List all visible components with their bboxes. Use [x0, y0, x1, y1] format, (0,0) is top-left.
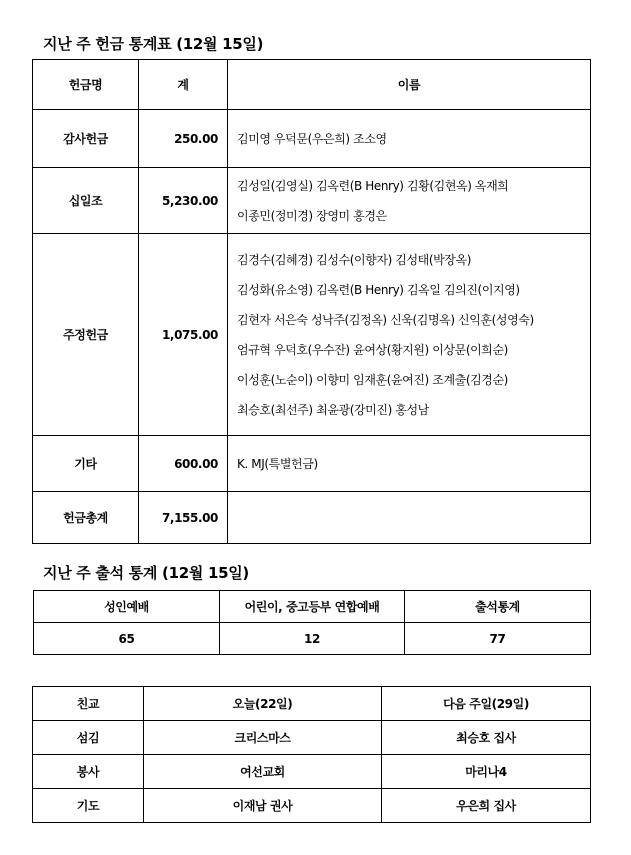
offering-row-names	[228, 436, 591, 492]
offering-row-amount: 600.00	[139, 436, 228, 492]
attendance-header-youth: 어린이, 중고등부 연합예배	[220, 591, 405, 623]
name-line: 김미영 우덕문(우은희) 조소영	[237, 131, 387, 146]
schedule-today: 크리스마스	[144, 721, 382, 755]
offering-table	[32, 59, 591, 544]
schedule-row	[33, 721, 591, 755]
offering-row-total	[33, 492, 591, 544]
attendance-adult-count: 65	[34, 623, 220, 655]
schedule-table	[32, 686, 591, 823]
schedule-row	[33, 687, 591, 721]
offering-row-names	[228, 168, 591, 234]
offering-row-name: 헌금총계	[33, 492, 139, 544]
header-offering-name: 헌금명	[33, 60, 139, 110]
offering-row-weekly	[33, 234, 591, 436]
offering-row-amount: 250.00	[139, 110, 228, 168]
schedule-role: 봉사	[33, 755, 144, 789]
schedule-role: 섬김	[33, 721, 144, 755]
attendance-header-total: 출석통계	[405, 591, 591, 623]
offering-header-row	[33, 60, 591, 110]
attendance-table	[33, 590, 591, 655]
schedule-row	[33, 789, 591, 823]
schedule-header-next: 다음 주일(29일)	[382, 687, 591, 721]
name-line: 김성화(유소영) 김옥련(B Henry) 김옥일 김의진(이지영)	[237, 282, 520, 297]
offering-row-names	[228, 110, 591, 168]
name-line: 김현자 서은숙 성낙주(김정옥) 신욱(김명옥) 신익훈(성영숙)	[237, 312, 534, 327]
offering-row-tithe	[33, 168, 591, 234]
schedule-role: 기도	[33, 789, 144, 823]
offering-row-other	[33, 436, 591, 492]
name-line: 최승호(최선주) 최윤광(강미진) 홍성남	[237, 402, 429, 417]
schedule-next: 우은희 집사	[382, 789, 591, 823]
name-line: 이종민(정미경) 장영미 홍경은	[237, 208, 387, 223]
offering-row-amount: 7,155.00	[139, 492, 228, 544]
offering-title: 지난 주 헌금 통계표 (12월 15일)	[43, 35, 264, 53]
schedule-role: 친교	[33, 687, 144, 721]
offering-row-thanks	[33, 110, 591, 168]
schedule-row	[33, 755, 591, 789]
offering-row-amount: 5,230.00	[139, 168, 228, 234]
name-line: 김경수(김혜경) 김성수(이향자) 김성태(박장옥)	[237, 252, 471, 267]
schedule-next: 마리나4	[382, 755, 591, 789]
name-line: K. MJ(특별헌금)	[237, 456, 318, 471]
attendance-value-row	[34, 623, 591, 655]
header-names: 이름	[228, 60, 591, 110]
offering-row-name: 십일조	[33, 168, 139, 234]
offering-row-name: 감사헌금	[33, 110, 139, 168]
attendance-total-count: 77	[405, 623, 591, 655]
name-line: 이성훈(노순이) 이향미 임재훈(윤여진) 조계출(김경순)	[237, 372, 508, 387]
name-line: 엄규혁 우덕호(우수잔) 윤여상(황지원) 이상문(이희순)	[237, 342, 508, 357]
attendance-header-row	[34, 591, 591, 623]
header-total: 계	[139, 60, 228, 110]
schedule-today: 이재남 권사	[144, 789, 382, 823]
attendance-title: 지난 주 출석 통계 (12월 15일)	[43, 564, 249, 582]
offering-row-names	[228, 234, 591, 436]
attendance-youth-count: 12	[220, 623, 405, 655]
offering-row-name: 기타	[33, 436, 139, 492]
schedule-next: 최승호 집사	[382, 721, 591, 755]
attendance-header-adult: 성인예배	[34, 591, 220, 623]
name-line: 김성일(김영실) 김옥련(B Henry) 김황(김현옥) 옥재희	[237, 178, 509, 193]
offering-row-name: 주정헌금	[33, 234, 139, 436]
offering-row-amount: 1,075.00	[139, 234, 228, 436]
schedule-today: 여선교회	[144, 755, 382, 789]
schedule-header-today: 오늘(22일)	[144, 687, 382, 721]
offering-row-names	[228, 492, 591, 544]
